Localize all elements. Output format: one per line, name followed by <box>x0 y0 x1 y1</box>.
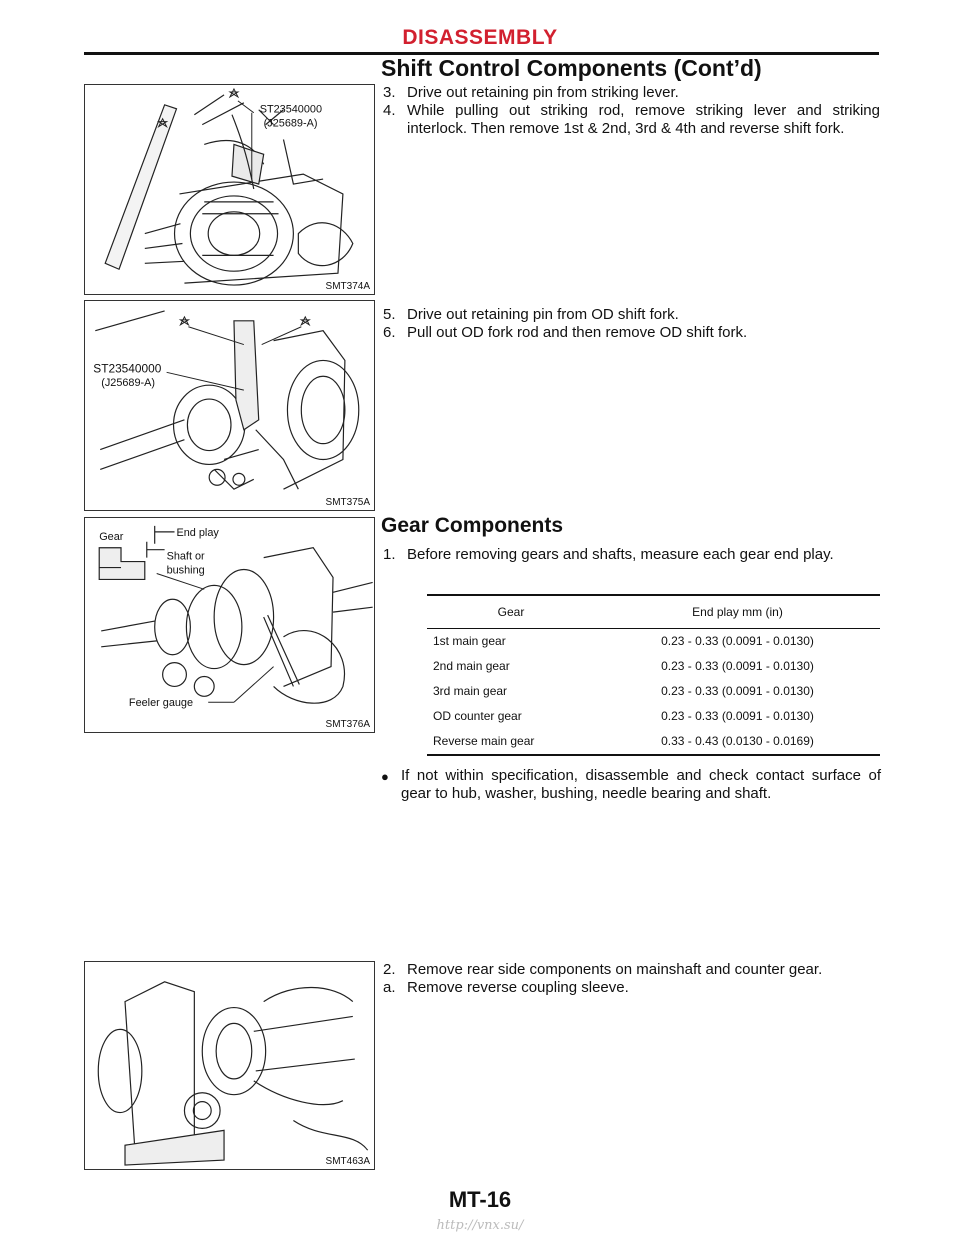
step-list-rear-components <box>383 961 880 997</box>
footer-url[interactable]: http://vnx.su/ <box>436 1218 524 1233</box>
label-shaft: Shaft or <box>166 550 205 563</box>
step-list-striking <box>383 84 880 138</box>
section-heading: Gear Components <box>381 514 564 537</box>
column-header: End play mm (in) <box>692 605 783 619</box>
label-bushing: bushing <box>166 564 205 577</box>
figure-code: SMT375A <box>325 497 370 508</box>
illustration-end-play-measure <box>85 518 374 732</box>
table-row: 3rd main gear 0.23 - 0.33 (0.0091 - 0.0130) <box>433 684 814 698</box>
figure-code: SMT376A <box>325 719 370 730</box>
table-row: Reverse main gear 0.33 - 0.43 (0.0130 - 0.0169) <box>427 729 880 755</box>
section-label: DISASSEMBLY <box>402 26 558 49</box>
list-item: a. Remove reverse coupling sleeve. <box>383 979 629 996</box>
page-number: MT-16 <box>448 1187 512 1212</box>
figure-code: SMT374A <box>325 281 370 292</box>
figure-smt375a <box>84 300 375 511</box>
list-item: 3. Drive out retaining pin from striking lever. <box>383 84 679 101</box>
figure-smt374a <box>84 84 375 295</box>
label-end-play: End play <box>176 526 219 539</box>
step-list-od-fork <box>383 306 880 342</box>
list-item: 6. Pull out OD fork rod and then remove OD shift fork. <box>383 324 748 341</box>
table-row: 2nd main gear 0.23 - 0.33 (0.0091 - 0.0130) <box>433 659 814 673</box>
table-row: 1st main gear 0.23 - 0.33 (0.0091 - 0.0130) <box>433 634 814 648</box>
callout-part-number: ST23540000 <box>259 103 323 116</box>
figure-smt376a <box>84 517 375 733</box>
figure-code: SMT463A <box>325 1156 370 1167</box>
illustration-od-shift-fork <box>85 301 374 510</box>
bullet-icon: ● <box>381 769 389 784</box>
list-item: 2. Remove rear side components on mainshaft and counter gear. <box>383 961 823 978</box>
illustration-reverse-coupling-sleeve <box>85 962 374 1169</box>
callout-tool-number: (J25689-A) <box>263 117 318 130</box>
table-header-row <box>427 595 880 629</box>
list-item: 5. Drive out retaining pin from OD shift fork. <box>383 306 679 323</box>
label-gear: Gear <box>99 530 124 543</box>
label-feeler-gauge: Feeler gauge <box>128 697 194 710</box>
bullet-note: ● If not within specification, disassemble and check contact surface of gear to hub, washer, bushing, needle bearing and shaft. <box>381 767 881 802</box>
page-title: Shift Control Components (Cont’d) <box>381 55 762 81</box>
list-item: 4. While pulling out striking rod, remove striking lever and striking interlock. Then remove 1st & 2nd, 3rd & 4th and reverse shift fork. <box>383 102 880 137</box>
table-row: OD counter gear 0.23 - 0.33 (0.0091 - 0.0130) <box>433 709 814 723</box>
figure-smt463a <box>84 961 375 1170</box>
callout-part-number: ST23540000 <box>93 361 162 376</box>
step-measure-end-play: 1. Before removing gears and shafts, measure each gear end play. <box>383 546 834 563</box>
illustration-striking-lever <box>85 85 374 294</box>
end-play-table <box>427 594 880 756</box>
callout-tool-number: (J25689-A) <box>101 377 156 390</box>
column-header: Gear <box>497 605 525 619</box>
